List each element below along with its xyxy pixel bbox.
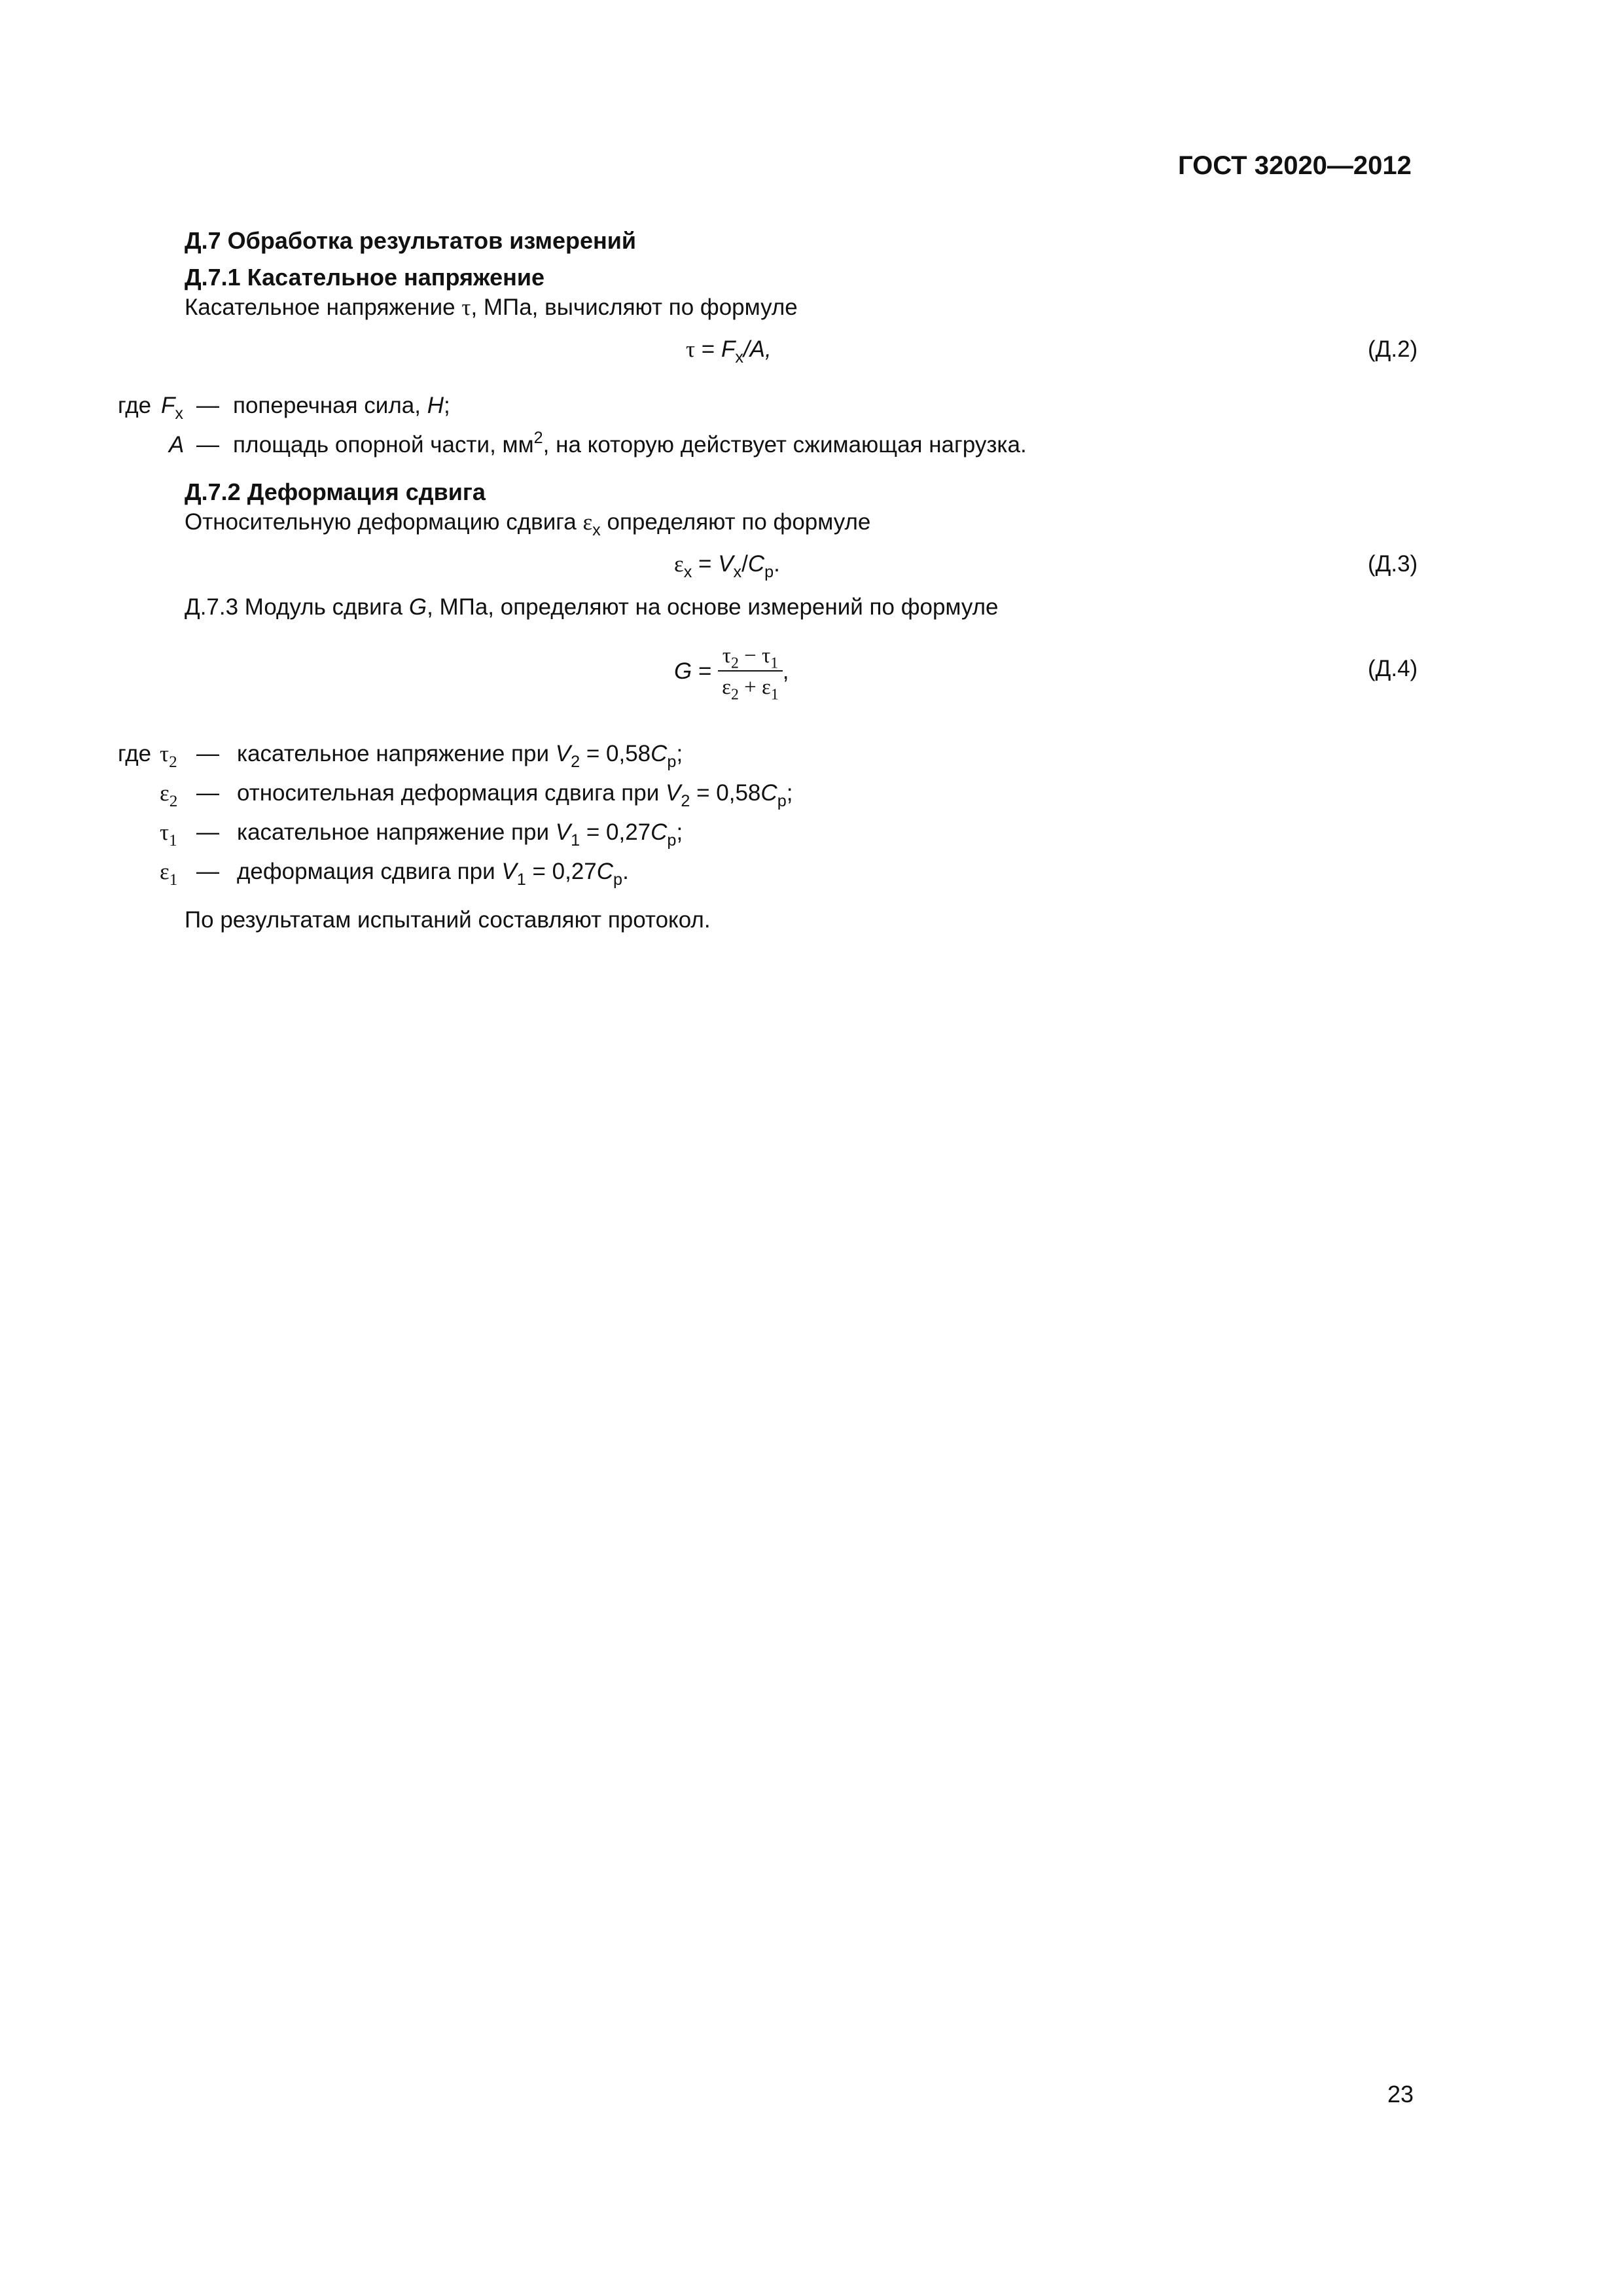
equation-number-d4: (Д.4) [1368, 656, 1418, 681]
def-fx-text: поперечная сила, Н; [233, 393, 450, 418]
closing-paragraph: По результатам испытаний составляют протокол. [185, 907, 711, 933]
formula-d2: $\tau = F_x/A$, [686, 336, 772, 367]
where-label-2: где [118, 741, 152, 766]
def-fx-symbol: $F_x$ [161, 393, 183, 423]
fraction-denominator: $\varepsilon_2 + \varepsilon_1$ [722, 675, 779, 704]
paragraph-d73-intro: Д.7.3 Модуль сдвига G, МПа, определяют на основе измерений по формуле [185, 594, 999, 620]
fraction [718, 643, 783, 704]
paragraph-d71-intro: Касательное напряжение τ, МПа, вычисляют по формуле [185, 295, 798, 320]
def-a-dash: — [196, 432, 219, 457]
def-tau1-text: касательное напряжение при $V_1 = 0,27C_p$; [237, 819, 683, 850]
document-header: ГОСТ 32020—2012 [1178, 151, 1412, 180]
def-eps1-dash: — [196, 859, 219, 884]
def-tau1-dash: — [196, 819, 219, 845]
page-number: 23 [1387, 2081, 1414, 2108]
def-tau2-symbol: $\tau_2$ [160, 741, 177, 771]
def-eps1-text: деформация сдвига при $V_1 = 0,27C_p$. [237, 859, 629, 889]
subsection-title-d71: Д.7.1 Касательное напряжение [185, 264, 545, 291]
def-fx-dash: — [196, 393, 219, 418]
where-label: где [118, 393, 152, 418]
def-tau2-dash: — [196, 741, 219, 766]
def-tau2-text: касательное напряжение при $V_2 = 0,58C_p$; [237, 741, 683, 771]
def-eps2-text: относительная деформация сдвига при $V_2 = 0,58C_p$; [237, 780, 793, 810]
def-a-symbol: A [169, 432, 185, 457]
def-eps2-dash: — [196, 780, 219, 806]
paragraph-d72-intro: Относительную деформацию сдвига $\varepsilon_x$ определяют по формуле [185, 509, 871, 539]
def-tau1-symbol: $\tau_1$ [160, 819, 177, 850]
section-title: Д.7 Обработка результатов измерений [185, 227, 637, 254]
formula-d3: $\varepsilon_x = V_x/C_p$. [674, 551, 780, 581]
subsection-title-d72: Д.7.2 Деформация сдвига [185, 478, 486, 505]
equation-number-d3: (Д.3) [1368, 551, 1418, 577]
fraction-numerator: $\tau_2 - \tau_1$ [718, 643, 783, 672]
def-eps2-symbol: $\varepsilon_2$ [160, 780, 178, 810]
def-eps1-symbol: $\varepsilon_1$ [160, 859, 178, 889]
def-a-text: площадь опорной части, $мм^2$, на которую действует сжимающая нагрузка. [233, 429, 1027, 457]
equation-number-d2: (Д.2) [1368, 336, 1418, 362]
formula-d4: G = $\frac{\tau_2 - \tau_1}{\varepsilon_2 + \varepsilon_1}$ , [674, 644, 789, 704]
